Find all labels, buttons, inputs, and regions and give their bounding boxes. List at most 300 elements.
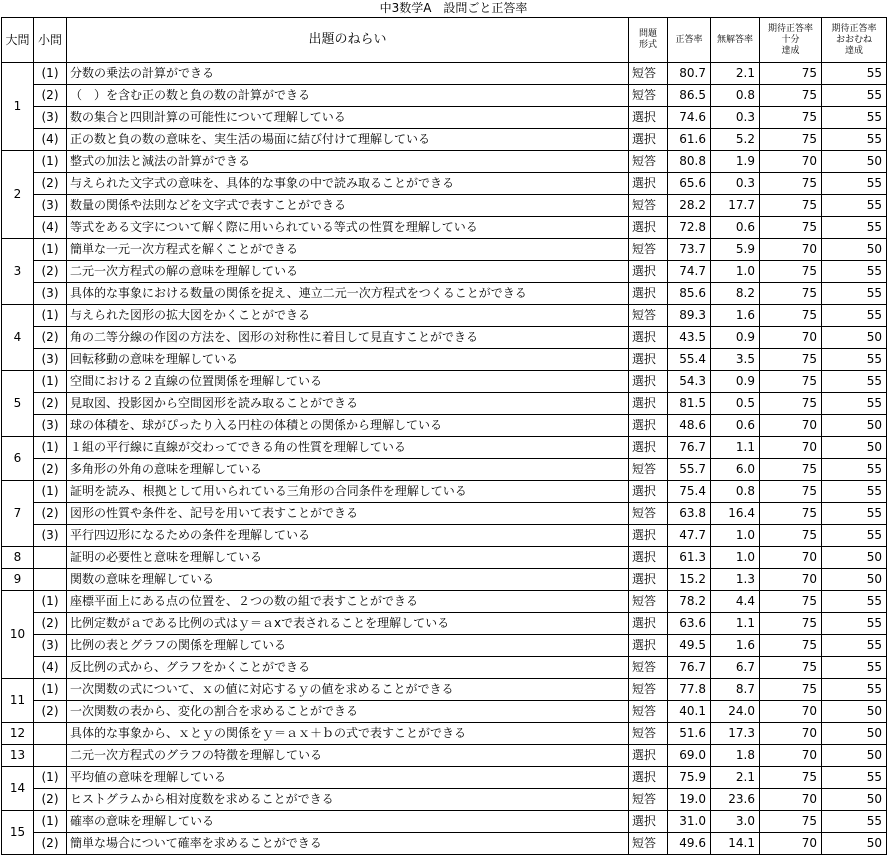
expected-full-cell: 70 (760, 437, 822, 459)
form-cell: 選択 (629, 415, 668, 437)
no-answer-rate-cell: 8.7 (711, 679, 760, 701)
table-row (2, 283, 887, 305)
expected-full-cell: 75 (760, 195, 822, 217)
expected-mostly-cell: 50 (822, 833, 887, 855)
sho-cell: (3) (34, 283, 67, 305)
sho-cell: (2) (34, 173, 67, 195)
aim-cell: 回転移動の意味を理解している (67, 349, 629, 371)
expected-full-cell: 70 (760, 327, 822, 349)
correct-rate-cell: 75.4 (668, 481, 711, 503)
aim-cell: 数の集合と四則計算の可能性について理解している (67, 107, 629, 129)
no-answer-rate-cell: 23.6 (711, 789, 760, 811)
expected-mostly-cell: 55 (822, 811, 887, 833)
table-row (2, 657, 887, 679)
expected-full-cell: 75 (760, 393, 822, 415)
expected-full-cell: 75 (760, 129, 822, 151)
expected-mostly-cell: 55 (822, 283, 887, 305)
expected-full-cell: 75 (760, 85, 822, 107)
expected-mostly-cell: 55 (822, 195, 887, 217)
table-row (2, 745, 887, 767)
aim-cell: １組の平行線に直線が交わってできる角の性質を理解している (67, 437, 629, 459)
expected-mostly-cell: 55 (822, 481, 887, 503)
form-cell: 短答 (629, 701, 668, 723)
expected-mostly-cell: 50 (822, 239, 887, 261)
header-noanswer: 無解答率 (711, 18, 760, 63)
aim-cell: 平均値の意味を理解している (67, 767, 629, 789)
sho-cell: (1) (34, 481, 67, 503)
expected-full-cell: 70 (760, 239, 822, 261)
expected-mostly-cell: 50 (822, 437, 887, 459)
aim-cell: 空間における２直線の位置関係を理解している (67, 371, 629, 393)
sho-cell: (2) (34, 789, 67, 811)
no-answer-rate-cell: 1.0 (711, 261, 760, 283)
dai-cell: 15 (2, 811, 34, 855)
no-answer-rate-cell: 1.8 (711, 745, 760, 767)
form-cell: 選択 (629, 745, 668, 767)
expected-mostly-cell: 55 (822, 525, 887, 547)
header-correct: 正答率 (668, 18, 711, 63)
expected-full-cell: 75 (760, 635, 822, 657)
aim-cell: 与えられた文字式の意味を、具体的な事象の中で読み取ることができる (67, 173, 629, 195)
correct-rate-cell: 86.5 (668, 85, 711, 107)
sho-cell (34, 547, 67, 569)
aim-cell: 多角形の外角の意味を理解している (67, 459, 629, 481)
correct-rate-cell: 75.9 (668, 767, 711, 789)
table-row (2, 569, 887, 591)
form-cell: 選択 (629, 107, 668, 129)
expected-full-cell: 75 (760, 613, 822, 635)
form-cell: 選択 (629, 525, 668, 547)
correct-rate-cell: 63.6 (668, 613, 711, 635)
table-row (2, 85, 887, 107)
form-cell: 短答 (629, 723, 668, 745)
dai-cell: 13 (2, 745, 34, 767)
aim-cell: 角の二等分線の作図の方法を、図形の対称性に着目して見直すことができる (67, 327, 629, 349)
no-answer-rate-cell: 1.0 (711, 547, 760, 569)
expected-full-cell: 75 (760, 349, 822, 371)
expected-full-cell: 75 (760, 503, 822, 525)
expected-full-cell: 75 (760, 217, 822, 239)
expected-mostly-cell: 55 (822, 613, 887, 635)
table-row (2, 437, 887, 459)
aim-cell: 平行四辺形になるための条件を理解している (67, 525, 629, 547)
form-cell: 選択 (629, 283, 668, 305)
aim-cell: 二元一次方程式の解の意味を理解している (67, 261, 629, 283)
correct-rate-cell: 15.2 (668, 569, 711, 591)
no-answer-rate-cell: 0.6 (711, 415, 760, 437)
sho-cell: (2) (34, 701, 67, 723)
expected-mostly-cell: 55 (822, 679, 887, 701)
expected-mostly-cell: 55 (822, 107, 887, 129)
aim-cell: 関数の意味を理解している (67, 569, 629, 591)
table-row (2, 811, 887, 833)
sho-cell: (2) (34, 393, 67, 415)
correct-rate-cell: 77.8 (668, 679, 711, 701)
form-cell: 短答 (629, 503, 668, 525)
no-answer-rate-cell: 0.3 (711, 173, 760, 195)
table-row (2, 613, 887, 635)
dai-cell: 9 (2, 569, 34, 591)
table-row (2, 767, 887, 789)
form-cell: 選択 (629, 349, 668, 371)
expected-mostly-cell: 55 (822, 459, 887, 481)
table-row (2, 415, 887, 437)
table-row (2, 129, 887, 151)
form-cell: 短答 (629, 239, 668, 261)
correct-rate-cell: 51.6 (668, 723, 711, 745)
no-answer-rate-cell: 17.7 (711, 195, 760, 217)
dai-cell: 3 (2, 239, 34, 305)
sho-cell: (1) (34, 679, 67, 701)
aim-cell: 図形の性質や条件を、記号を用いて表すことができる (67, 503, 629, 525)
expected-mostly-cell: 55 (822, 63, 887, 85)
sho-cell: (2) (34, 613, 67, 635)
sho-cell: (3) (34, 195, 67, 217)
header-form: 問題 形式 (629, 18, 668, 63)
dai-cell: 1 (2, 63, 34, 151)
table-row (2, 525, 887, 547)
sho-cell: (1) (34, 371, 67, 393)
correct-rate-cell: 80.8 (668, 151, 711, 173)
form-cell: 短答 (629, 459, 668, 481)
expected-mostly-cell: 55 (822, 305, 887, 327)
correct-rate-cell: 55.7 (668, 459, 711, 481)
aim-cell: （ ）を含む正の数と負の数の計算ができる (67, 85, 629, 107)
correct-rate-cell: 54.3 (668, 371, 711, 393)
no-answer-rate-cell: 17.3 (711, 723, 760, 745)
sho-cell: (2) (34, 327, 67, 349)
expected-full-cell: 75 (760, 261, 822, 283)
expected-mostly-cell: 50 (822, 745, 887, 767)
table-row (2, 393, 887, 415)
aim-cell: 具体的な事象における数量の関係を捉え、連立二元一次方程式をつくることができる (67, 283, 629, 305)
table-row (2, 371, 887, 393)
expected-mostly-cell: 55 (822, 129, 887, 151)
correct-rate-cell: 85.6 (668, 283, 711, 305)
correct-rate-cell: 31.0 (668, 811, 711, 833)
form-cell: 選択 (629, 635, 668, 657)
no-answer-rate-cell: 5.2 (711, 129, 760, 151)
expected-full-cell: 70 (760, 701, 822, 723)
no-answer-rate-cell: 0.9 (711, 371, 760, 393)
form-cell: 選択 (629, 393, 668, 415)
sho-cell: (3) (34, 415, 67, 437)
expected-full-cell: 75 (760, 173, 822, 195)
correct-rate-cell: 72.8 (668, 217, 711, 239)
sho-cell: (4) (34, 217, 67, 239)
sho-cell: (1) (34, 767, 67, 789)
header-expected-mostly: 期待正答率 おおむね 達成 (822, 18, 887, 63)
aim-cell: 一次関数の表から、変化の割合を求めることができる (67, 701, 629, 723)
table-row (2, 459, 887, 481)
no-answer-rate-cell: 6.7 (711, 657, 760, 679)
expected-mostly-cell: 55 (822, 591, 887, 613)
no-answer-rate-cell: 0.6 (711, 217, 760, 239)
correct-rate-cell: 80.7 (668, 63, 711, 85)
sho-cell: (3) (34, 635, 67, 657)
aim-cell: ヒストグラムから相対度数を求めることができる (67, 789, 629, 811)
no-answer-rate-cell: 24.0 (711, 701, 760, 723)
expected-mostly-cell: 55 (822, 261, 887, 283)
no-answer-rate-cell: 0.5 (711, 393, 760, 415)
sho-cell: (2) (34, 261, 67, 283)
table-row (2, 239, 887, 261)
header-row (2, 18, 887, 63)
form-cell: 選択 (629, 173, 668, 195)
table-row (2, 635, 887, 657)
form-cell: 選択 (629, 547, 668, 569)
expected-full-cell: 75 (760, 811, 822, 833)
table-row (2, 833, 887, 855)
sho-cell: (3) (34, 107, 67, 129)
expected-mostly-cell: 55 (822, 85, 887, 107)
form-cell: 選択 (629, 371, 668, 393)
expected-mostly-cell: 50 (822, 327, 887, 349)
correct-rate-cell: 61.6 (668, 129, 711, 151)
aim-cell: 正の数と負の数の意味を、実生活の場面に結び付けて理解している (67, 129, 629, 151)
expected-mostly-cell: 55 (822, 217, 887, 239)
table-row (2, 195, 887, 217)
expected-full-cell: 75 (760, 767, 822, 789)
expected-full-cell: 75 (760, 371, 822, 393)
correct-rate-cell: 55.4 (668, 349, 711, 371)
correct-rate-cell: 76.7 (668, 437, 711, 459)
aim-cell: 分数の乗法の計算ができる (67, 63, 629, 85)
expected-full-cell: 75 (760, 283, 822, 305)
aim-cell: 具体的な事象から、ｘとｙの関係をｙ＝ａｘ＋ｂの式で表すことができる (67, 723, 629, 745)
expected-full-cell: 70 (760, 789, 822, 811)
correct-rate-cell: 19.0 (668, 789, 711, 811)
expected-full-cell: 70 (760, 569, 822, 591)
table-row (2, 327, 887, 349)
expected-mostly-cell: 55 (822, 503, 887, 525)
no-answer-rate-cell: 14.1 (711, 833, 760, 855)
table-row (2, 305, 887, 327)
aim-cell: 与えられた図形の拡大図をかくことができる (67, 305, 629, 327)
correct-rate-cell: 74.7 (668, 261, 711, 283)
sho-cell: (1) (34, 63, 67, 85)
no-answer-rate-cell: 1.9 (711, 151, 760, 173)
table-row (2, 63, 887, 85)
form-cell: 選択 (629, 327, 668, 349)
aim-cell: 簡単な場合について確率を求めることができる (67, 833, 629, 855)
dai-cell: 10 (2, 591, 34, 679)
correct-rate-cell: 76.7 (668, 657, 711, 679)
aim-cell: 一次関数の式について、ｘの値に対応するｙの値を求めることができる (67, 679, 629, 701)
expected-mostly-cell: 50 (822, 789, 887, 811)
expected-mostly-cell: 50 (822, 701, 887, 723)
no-answer-rate-cell: 1.6 (711, 305, 760, 327)
expected-full-cell: 70 (760, 723, 822, 745)
form-cell: 短答 (629, 657, 668, 679)
expected-full-cell: 75 (760, 525, 822, 547)
correct-rate-cell: 63.8 (668, 503, 711, 525)
expected-full-cell: 70 (760, 415, 822, 437)
dai-cell: 7 (2, 481, 34, 547)
no-answer-rate-cell: 2.1 (711, 63, 760, 85)
form-cell: 短答 (629, 85, 668, 107)
form-cell: 短答 (629, 195, 668, 217)
aim-cell: 球の体積を、球がぴったり入る円柱の体積との関係から理解している (67, 415, 629, 437)
form-cell: 選択 (629, 437, 668, 459)
no-answer-rate-cell: 5.9 (711, 239, 760, 261)
aim-cell: 証明の必要性と意味を理解している (67, 547, 629, 569)
correct-rate-cell: 49.5 (668, 635, 711, 657)
header-aim: 出題のねらい (67, 18, 629, 63)
header-sho: 小問 (34, 18, 67, 63)
correct-rate-cell: 28.2 (668, 195, 711, 217)
correct-rate-cell: 78.2 (668, 591, 711, 613)
sho-cell: (4) (34, 129, 67, 151)
form-cell: 選択 (629, 261, 668, 283)
expected-full-cell: 75 (760, 459, 822, 481)
sho-cell: (2) (34, 833, 67, 855)
no-answer-rate-cell: 3.0 (711, 811, 760, 833)
sho-cell (34, 723, 67, 745)
expected-full-cell: 75 (760, 305, 822, 327)
expected-mostly-cell: 55 (822, 767, 887, 789)
no-answer-rate-cell: 4.4 (711, 591, 760, 613)
correct-rate-cell: 74.6 (668, 107, 711, 129)
expected-full-cell: 75 (760, 591, 822, 613)
sho-cell: (4) (34, 657, 67, 679)
table-row (2, 349, 887, 371)
no-answer-rate-cell: 2.1 (711, 767, 760, 789)
expected-mostly-cell: 55 (822, 173, 887, 195)
no-answer-rate-cell: 6.0 (711, 459, 760, 481)
sho-cell: (3) (34, 349, 67, 371)
dai-cell: 6 (2, 437, 34, 481)
expected-mostly-cell: 50 (822, 151, 887, 173)
correct-rate-cell: 43.5 (668, 327, 711, 349)
no-answer-rate-cell: 1.0 (711, 525, 760, 547)
form-cell: 短答 (629, 833, 668, 855)
sho-cell: (2) (34, 503, 67, 525)
form-cell: 選択 (629, 129, 668, 151)
table-row (2, 591, 887, 613)
sho-cell: (2) (34, 85, 67, 107)
expected-mostly-cell: 55 (822, 349, 887, 371)
aim-cell: 二元一次方程式のグラフの特徴を理解している (67, 745, 629, 767)
no-answer-rate-cell: 1.1 (711, 437, 760, 459)
no-answer-rate-cell: 1.3 (711, 569, 760, 591)
no-answer-rate-cell: 1.1 (711, 613, 760, 635)
table-row (2, 151, 887, 173)
correct-rate-cell: 65.6 (668, 173, 711, 195)
table-row (2, 261, 887, 283)
no-answer-rate-cell: 3.5 (711, 349, 760, 371)
table-row (2, 107, 887, 129)
aim-cell: 比例定数がａである比例の式はｙ＝ａxで表されることを理解している (67, 613, 629, 635)
correct-rate-cell: 73.7 (668, 239, 711, 261)
table-row (2, 173, 887, 195)
dai-cell: 4 (2, 305, 34, 371)
sho-cell: (1) (34, 305, 67, 327)
expected-full-cell: 70 (760, 833, 822, 855)
form-cell: 短答 (629, 789, 668, 811)
sho-cell: (3) (34, 525, 67, 547)
table-row (2, 789, 887, 811)
expected-full-cell: 75 (760, 657, 822, 679)
expected-mostly-cell: 55 (822, 635, 887, 657)
no-answer-rate-cell: 0.3 (711, 107, 760, 129)
sho-cell: (1) (34, 151, 67, 173)
aim-cell: 簡単な一元一次方程式を解くことができる (67, 239, 629, 261)
sho-cell: (1) (34, 437, 67, 459)
expected-mostly-cell: 50 (822, 547, 887, 569)
expected-full-cell: 75 (760, 107, 822, 129)
table-row (2, 679, 887, 701)
form-cell: 短答 (629, 591, 668, 613)
no-answer-rate-cell: 8.2 (711, 283, 760, 305)
form-cell: 短答 (629, 151, 668, 173)
expected-mostly-cell: 50 (822, 569, 887, 591)
aim-cell: 反比例の式から、グラフをかくことができる (67, 657, 629, 679)
aim-cell: 見取図、投影図から空間図形を読み取ることができる (67, 393, 629, 415)
correct-rate-cell: 61.3 (668, 547, 711, 569)
correct-rate-cell: 89.3 (668, 305, 711, 327)
header-dai: 大問 (2, 18, 34, 63)
dai-cell: 12 (2, 723, 34, 745)
sho-cell: (1) (34, 591, 67, 613)
table-row (2, 217, 887, 239)
correct-rate-cell: 40.1 (668, 701, 711, 723)
expected-full-cell: 70 (760, 745, 822, 767)
table-row (2, 481, 887, 503)
form-cell: 選択 (629, 569, 668, 591)
sho-cell (34, 569, 67, 591)
results-table (1, 17, 887, 855)
aim-cell: 整式の加法と減法の計算ができる (67, 151, 629, 173)
correct-rate-cell: 69.0 (668, 745, 711, 767)
form-cell: 選択 (629, 481, 668, 503)
form-cell: 短答 (629, 305, 668, 327)
expected-full-cell: 75 (760, 679, 822, 701)
dai-cell: 8 (2, 547, 34, 569)
aim-cell: 等式をある文字について解く際に用いられている等式の性質を理解している (67, 217, 629, 239)
dai-cell: 2 (2, 151, 34, 239)
expected-full-cell: 70 (760, 151, 822, 173)
sho-cell: (1) (34, 811, 67, 833)
form-cell: 選択 (629, 767, 668, 789)
no-answer-rate-cell: 16.4 (711, 503, 760, 525)
aim-cell: 証明を読み、根拠として用いられている三角形の合同条件を理解している (67, 481, 629, 503)
correct-rate-cell: 48.6 (668, 415, 711, 437)
expected-mostly-cell: 55 (822, 657, 887, 679)
correct-rate-cell: 81.5 (668, 393, 711, 415)
expected-full-cell: 75 (760, 63, 822, 85)
correct-rate-cell: 49.6 (668, 833, 711, 855)
page-title: 中3数学A 設問ごと正答率 (379, 1, 528, 15)
expected-mostly-cell: 55 (822, 393, 887, 415)
aim-cell: 比例の表とグラフの関係を理解している (67, 635, 629, 657)
no-answer-rate-cell: 1.6 (711, 635, 760, 657)
dai-cell: 14 (2, 767, 34, 811)
aim-cell: 数量の関係や法則などを文字式で表すことができる (67, 195, 629, 217)
table-body (2, 63, 887, 855)
header-expected-full: 期待正答率 十分 達成 (760, 18, 822, 63)
form-cell: 選択 (629, 217, 668, 239)
table-row (2, 547, 887, 569)
aim-cell: 確率の意味を理解している (67, 811, 629, 833)
dai-cell: 11 (2, 679, 34, 723)
form-cell: 選択 (629, 613, 668, 635)
form-cell: 短答 (629, 63, 668, 85)
expected-mostly-cell: 55 (822, 371, 887, 393)
table-row (2, 723, 887, 745)
correct-rate-cell: 47.7 (668, 525, 711, 547)
sho-cell: (2) (34, 459, 67, 481)
